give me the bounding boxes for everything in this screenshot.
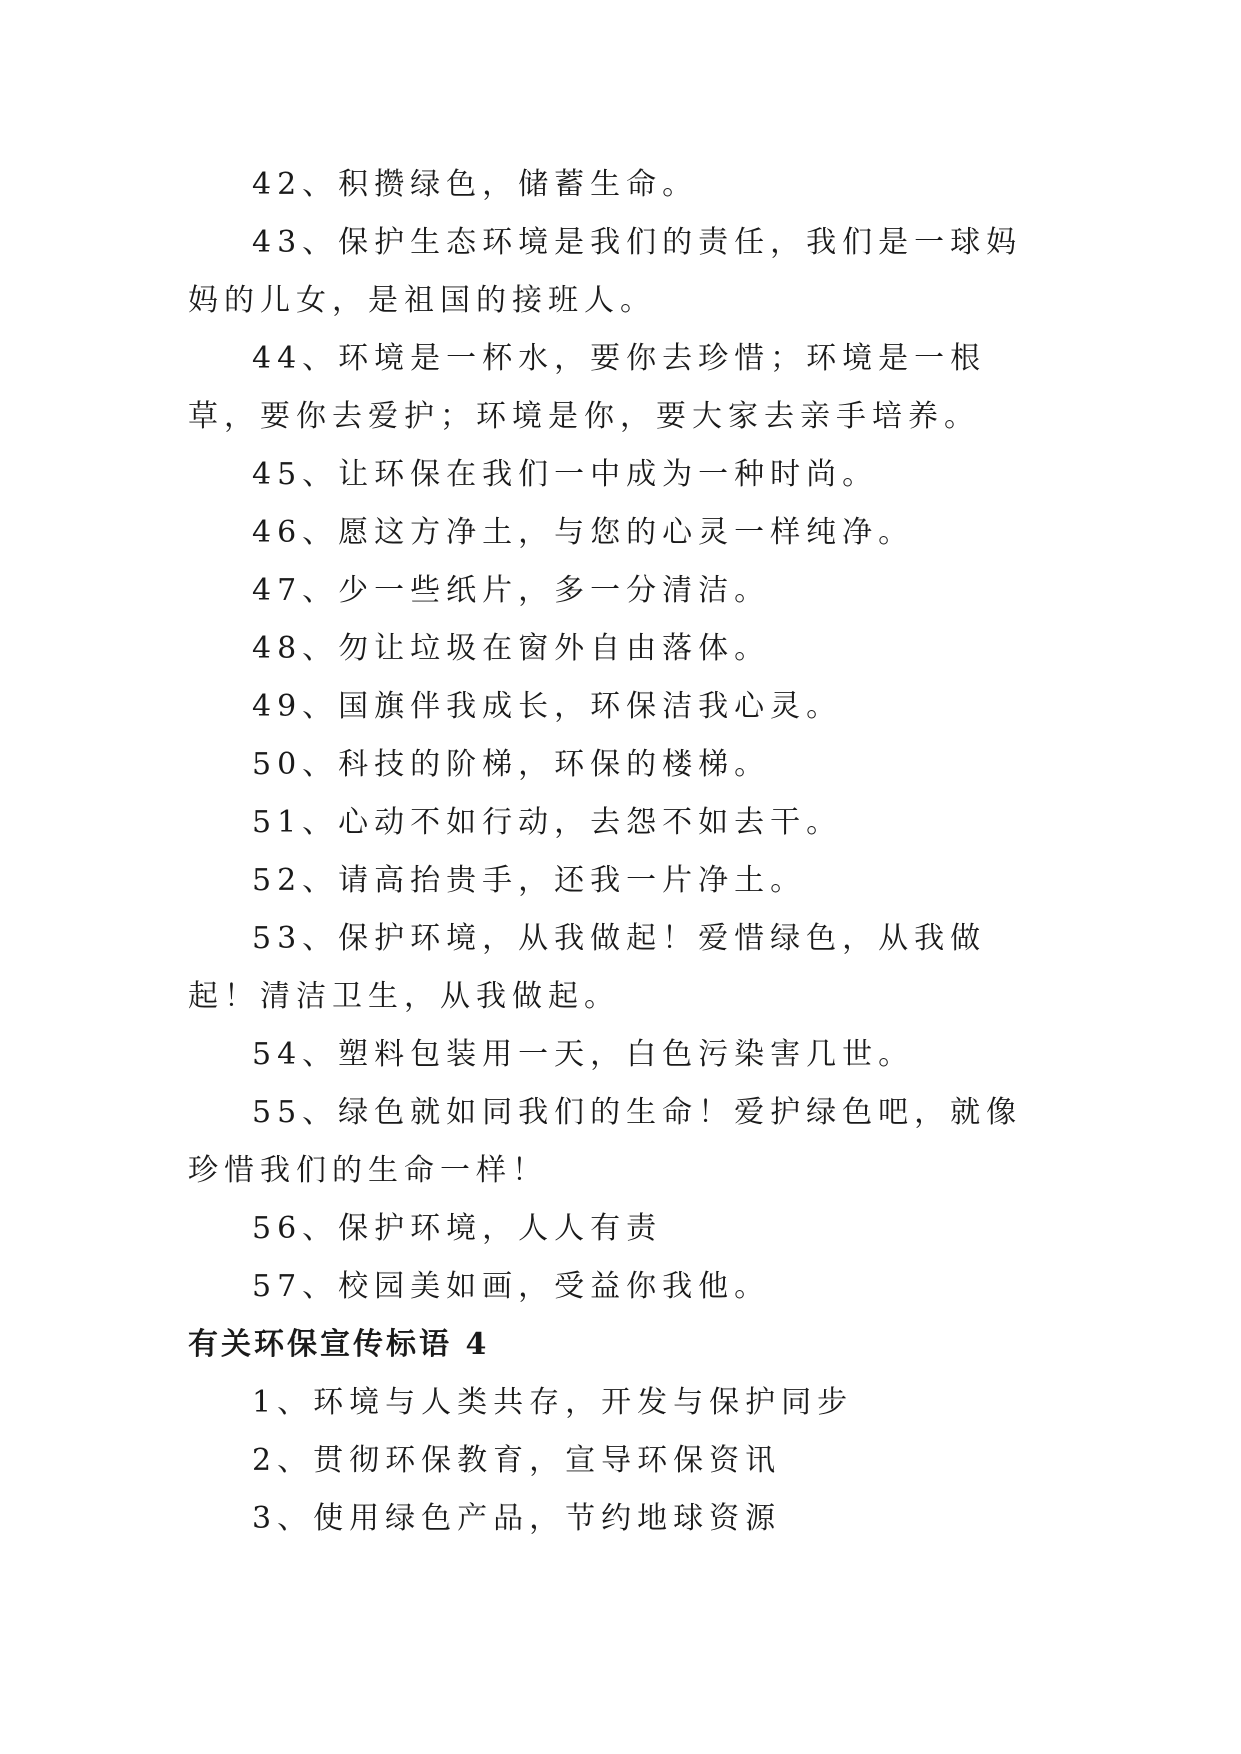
slogan-paragraph: 1、环境与人类共存，开发与保护同步 [252, 1385, 854, 1420]
slogan-paragraph: 43、保护生态环境是我们的责任，我们是一球妈妈的儿女，是祖国的接班人。 [188, 225, 1023, 318]
slogan-paragraph: 3、使用绿色产品，节约地球资源 [252, 1501, 782, 1536]
slogan-paragraph: 45、让环保在我们一中成为一种时尚。 [252, 457, 879, 492]
slogan-paragraph: 44、环境是一杯水，要你去珍惜；环境是一根草，要你去爱护；环境是你，要大家去亲手培养。 [188, 341, 987, 434]
slogan-paragraph: 51、心动不如行动，去怨不如去干。 [252, 805, 843, 840]
slogan-paragraph: 52、请高抬贵手，还我一片净土。 [252, 863, 807, 898]
document-body [188, 156, 1048, 1548]
slogan-paragraph: 50、科技的阶梯，环保的楼梯。 [252, 747, 771, 782]
slogan-paragraph: 48、勿让垃圾在窗外自由落体。 [252, 631, 771, 666]
slogan-paragraph: 56、保护环境，人人有责 [252, 1211, 663, 1246]
slogan-paragraph: 46、愿这方净土，与您的心灵一样纯净。 [252, 515, 915, 550]
section-heading: 有关环保宣传标语 4 [188, 1327, 490, 1362]
slogan-paragraph: 55、绿色就如同我们的生命！爱护绿色吧，就像珍惜我们的生命一样！ [188, 1095, 1023, 1188]
slogan-paragraph: 42、积攒绿色，储蓄生命。 [252, 167, 699, 202]
slogan-paragraph: 49、国旗伴我成长，环保洁我心灵。 [252, 689, 843, 724]
slogan-paragraph: 54、塑料包装用一天，白色污染害几世。 [252, 1037, 915, 1072]
slogan-paragraph: 53、保护环境，从我做起！爱惜绿色，从我做起！清洁卫生，从我做起。 [188, 921, 987, 1014]
slogan-paragraph: 2、贯彻环保教育，宣导环保资讯 [252, 1443, 782, 1478]
slogan-paragraph: 57、校园美如画，受益你我他。 [252, 1269, 771, 1304]
slogan-paragraph: 47、少一些纸片，多一分清洁。 [252, 573, 771, 608]
